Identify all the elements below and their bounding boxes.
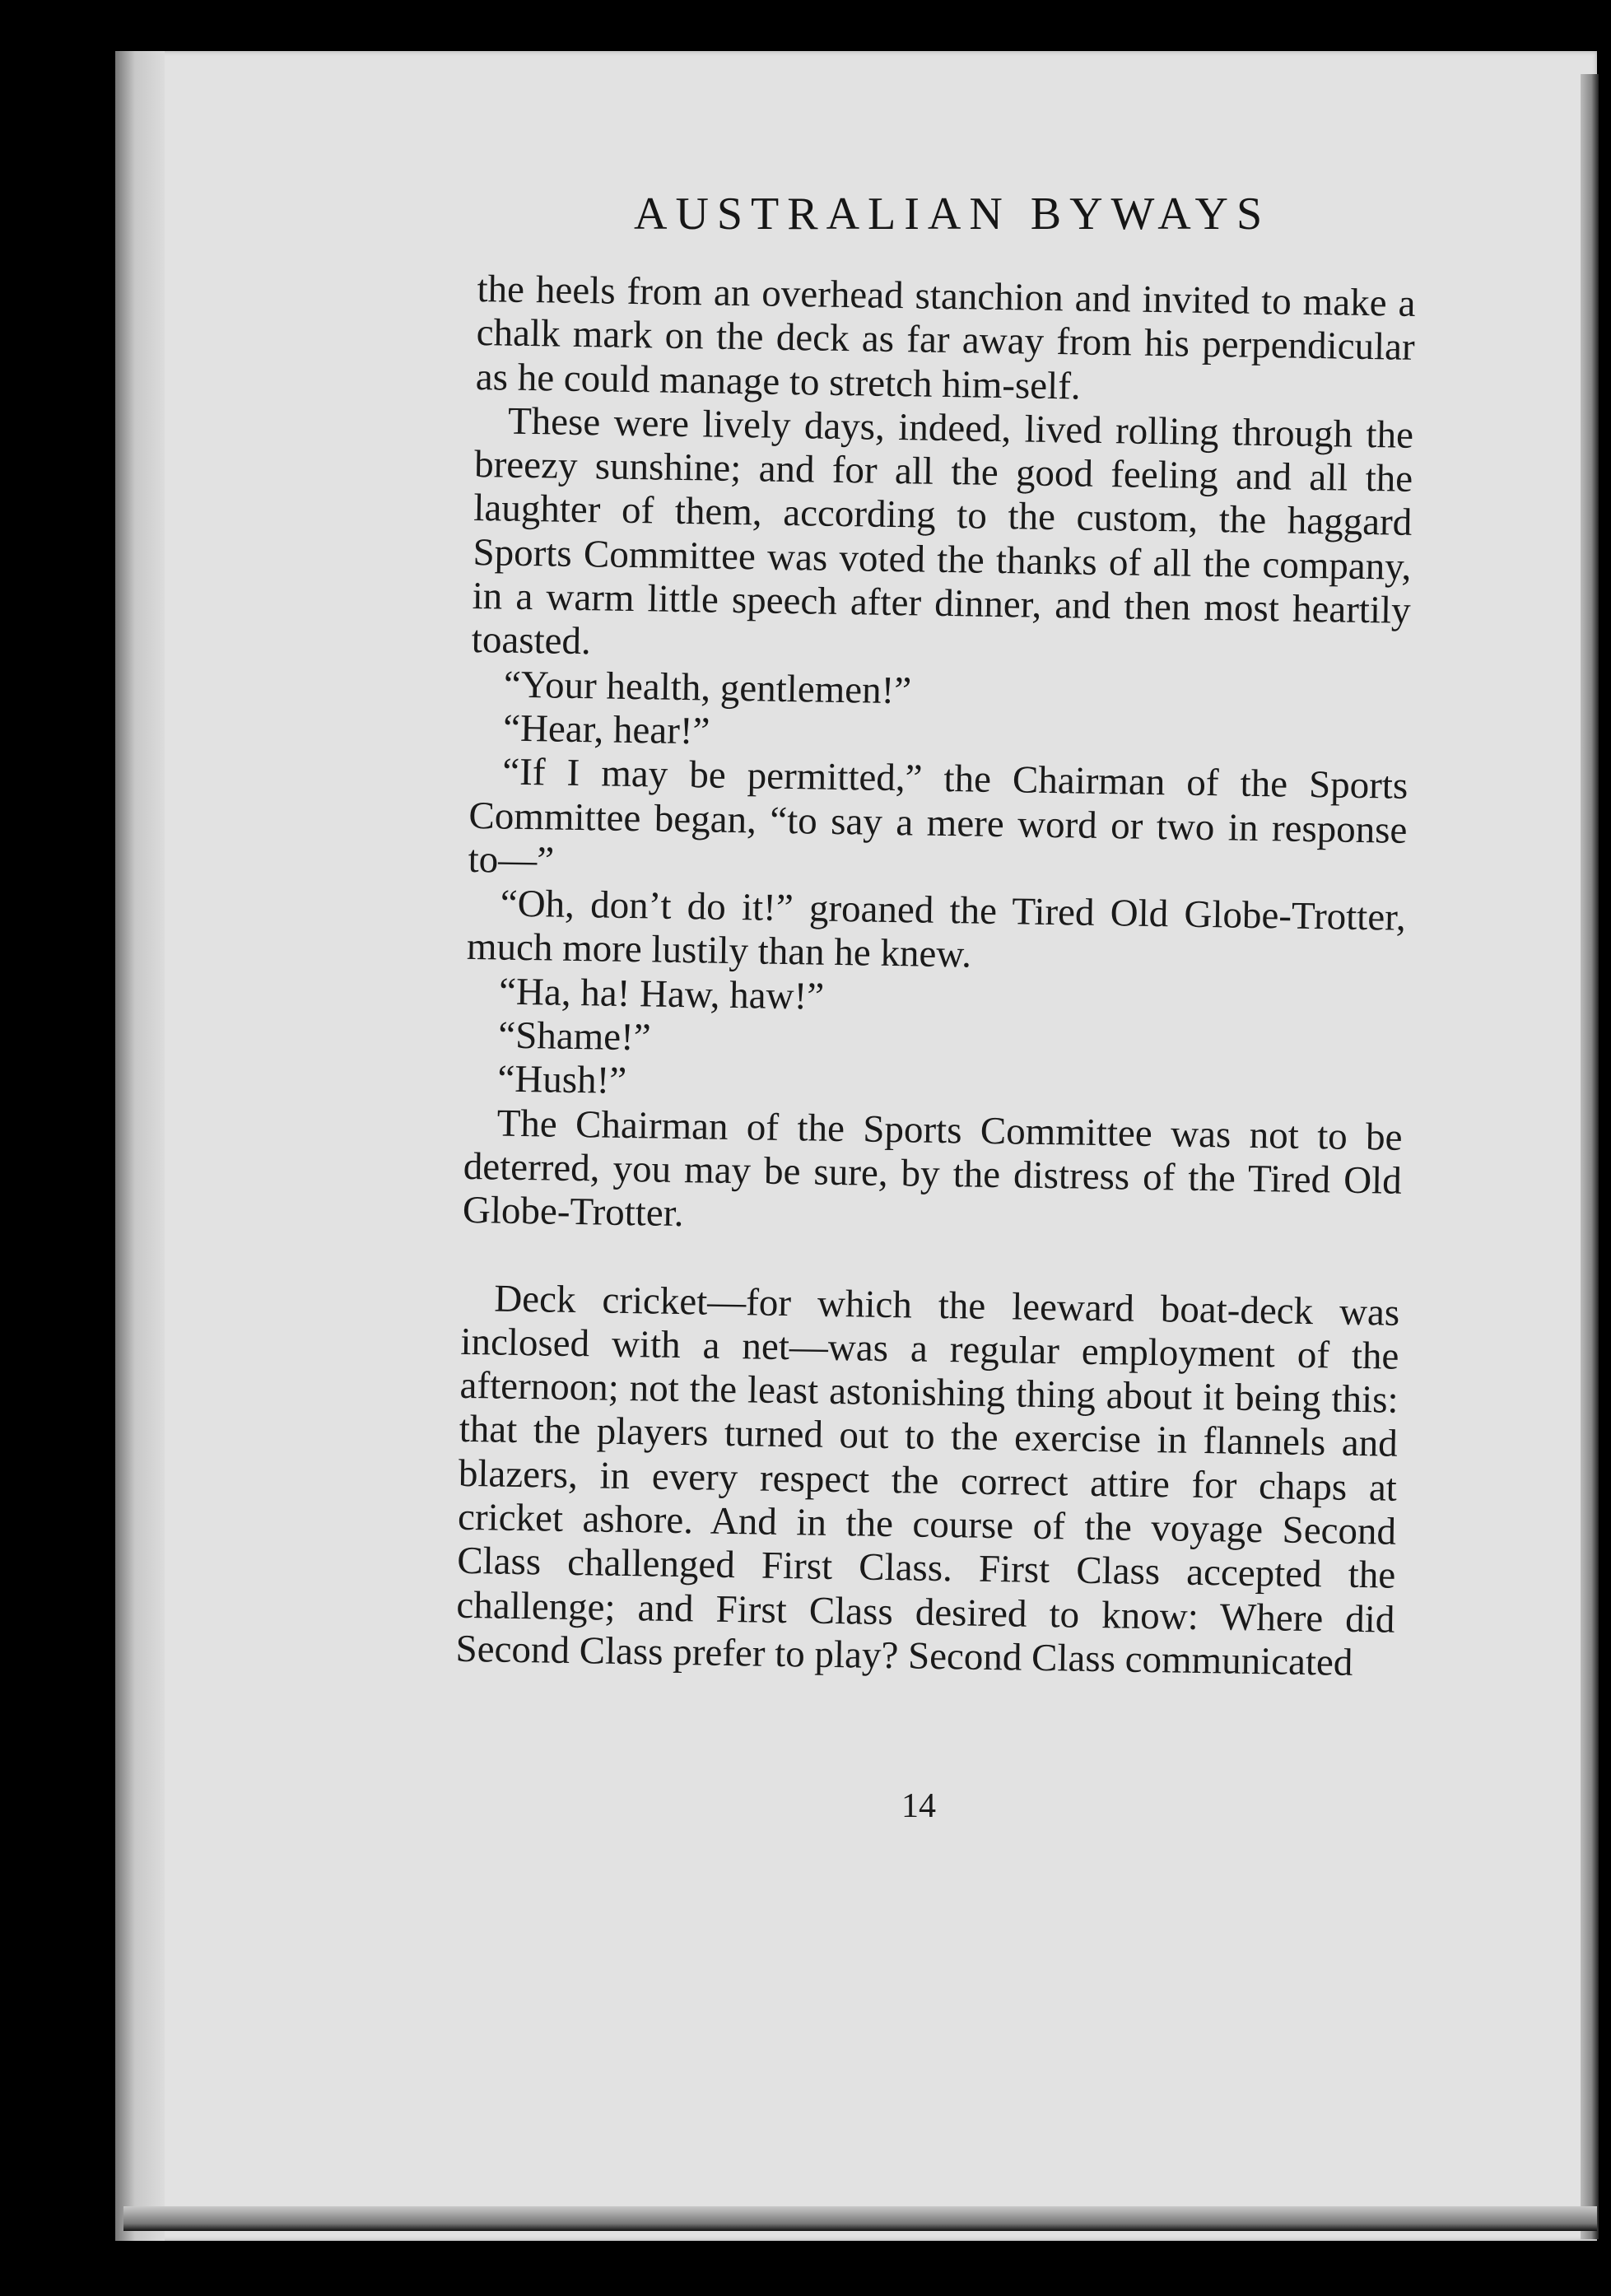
paragraph: “Hush!” — [497, 1057, 627, 1103]
binding-edge — [115, 51, 165, 2241]
page-edge-bottom — [123, 2206, 1597, 2231]
paragraph: The Chairman of the Sports Committee was not to be deterred, you may be sure, by the distress of the Tired Old Globe-Trotter. — [462, 1101, 1403, 1236]
paragraph: These were lively days, indeed, lived rolling through the breezy sunshine; and for all the good feeling and all the laughter of them, according to the custom, the haggard Sports Committee was voted the thanks of all the company, in a warm little speech after dinner, and then most heartily toasted. — [471, 399, 1414, 664]
body-text — [455, 268, 1416, 1686]
paragraph: “Ha, ha! Haw, haw!” — [498, 970, 825, 1018]
paragraph: Deck cricket—for which the leeward boat-deck was inclosed with a net—was a regular employment of the afternoon; not the least astonishing thing about it being this: that the players turned out to the exercise in flannels and blazers, in every respect the correct attire for chaps at cricket ashore. And in the course of the voyage Second Class challenged First Class. First Class accepted the challenge; and First Class desired to know: Where did Second Class prefer to play? Second Class communicated — [455, 1277, 1400, 1684]
paragraph: “If I may be permitted,” the Chairman of the Sports Committee began, “to say a mere word or two in response to—” — [468, 750, 1408, 883]
page-number: 14 — [901, 1787, 936, 1825]
paragraph: “Your health, gentlemen!” — [503, 663, 912, 713]
paragraph: “Oh, don’t do it!” groaned the Tired Old Globe-Trotter, much more lustily than he knew. — [466, 882, 1407, 976]
paragraph: “Shame!” — [497, 1013, 652, 1060]
paragraph: “Hear, hear!” — [502, 706, 710, 753]
page-edge-right — [1581, 74, 1599, 2239]
paragraph: the heels from an overhead stanchion and invited to make a chalk mark on the deck as far away from his perpendicular as he could manage to stretch him-self. — [475, 268, 1416, 408]
running-head: AUSTRALIAN BYWAYS — [634, 189, 1271, 240]
